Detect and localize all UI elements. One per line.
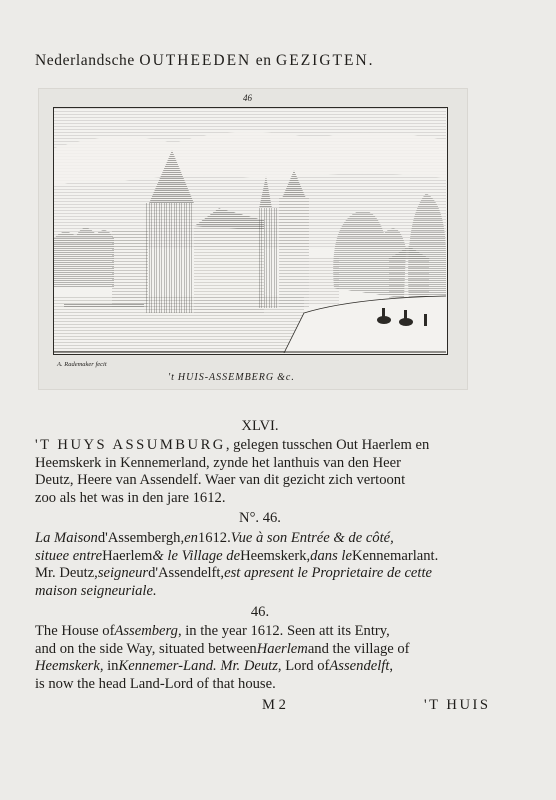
trees-left: [54, 227, 114, 288]
signature-mark: M 2: [262, 697, 286, 713]
french-line-2: situee entre Haerlem & le Village de Heemskerk, dans le Kennemarlant.: [35, 547, 439, 564]
header-caps: OUTHEEDEN: [139, 52, 252, 69]
dutch-line-2: Heemskerk in Kennemerland, zynde het lanthuis van den Heer: [35, 454, 401, 471]
english-line-3: Heemskerk , in Kennemer-Land. Mr. Deutz , Lord of Assendelft ,: [35, 658, 394, 675]
artist-signature: A. Rademaker fecit: [57, 361, 107, 368]
plate-caption: [168, 372, 295, 383]
dutch-line-1: 'T HUYS ASSUMBURG, gelegen tusschen Out Haerlem en: [35, 437, 430, 453]
engraving-illustration: [53, 107, 448, 355]
gatehouse: [389, 258, 429, 300]
french-line-1: La Maison d'Assembergh, en 1612. Vue à son Entrée & de côté,: [35, 530, 394, 546]
french-line-4: maison seigneuriale.: [35, 582, 157, 599]
bridge: [64, 304, 144, 308]
header-caps-2: GEZIGTEN.: [276, 52, 375, 69]
castle-wing: [194, 226, 264, 314]
french-line-3: Mr. Deutz, seigneur d'Assendelft, est apresent le Proprietaire de cette: [35, 565, 432, 582]
dutch-line-3: Deutz, Heere van Assendelf. Waer van dit gezicht zich vertoont: [35, 472, 406, 489]
header-mid: en: [255, 52, 272, 69]
english-line-1: The House of Assemberg , in the year 1612. Seen att its Entry,: [35, 623, 390, 639]
caption-title: HUIS-ASSEMBERG: [177, 372, 275, 383]
castle-gate-tower: [279, 198, 309, 308]
dutch-paragraph: [35, 437, 485, 507]
plate-number: 46: [243, 93, 252, 103]
english-line-4: is now the head Land-Lord of that house.: [35, 675, 276, 692]
caption-tail: &c.: [277, 372, 295, 383]
english-paragraph: [35, 623, 485, 693]
caption-lead: 't: [168, 372, 175, 383]
castle-tower: [146, 203, 194, 313]
catchword: 'T HUIS: [424, 697, 491, 713]
header-lead: Nederlandsche: [35, 52, 135, 69]
french-number: N°. 46.: [239, 510, 281, 526]
running-header: [35, 52, 455, 70]
section-numeral: XLVI.: [241, 418, 279, 434]
french-paragraph: [35, 530, 485, 600]
english-number: 46.: [250, 604, 270, 620]
english-line-2: and on the side Way, situated between Haerlem and the village of: [35, 640, 410, 657]
dutch-line-4: zoo als het was in den jare 1612.: [35, 489, 226, 506]
